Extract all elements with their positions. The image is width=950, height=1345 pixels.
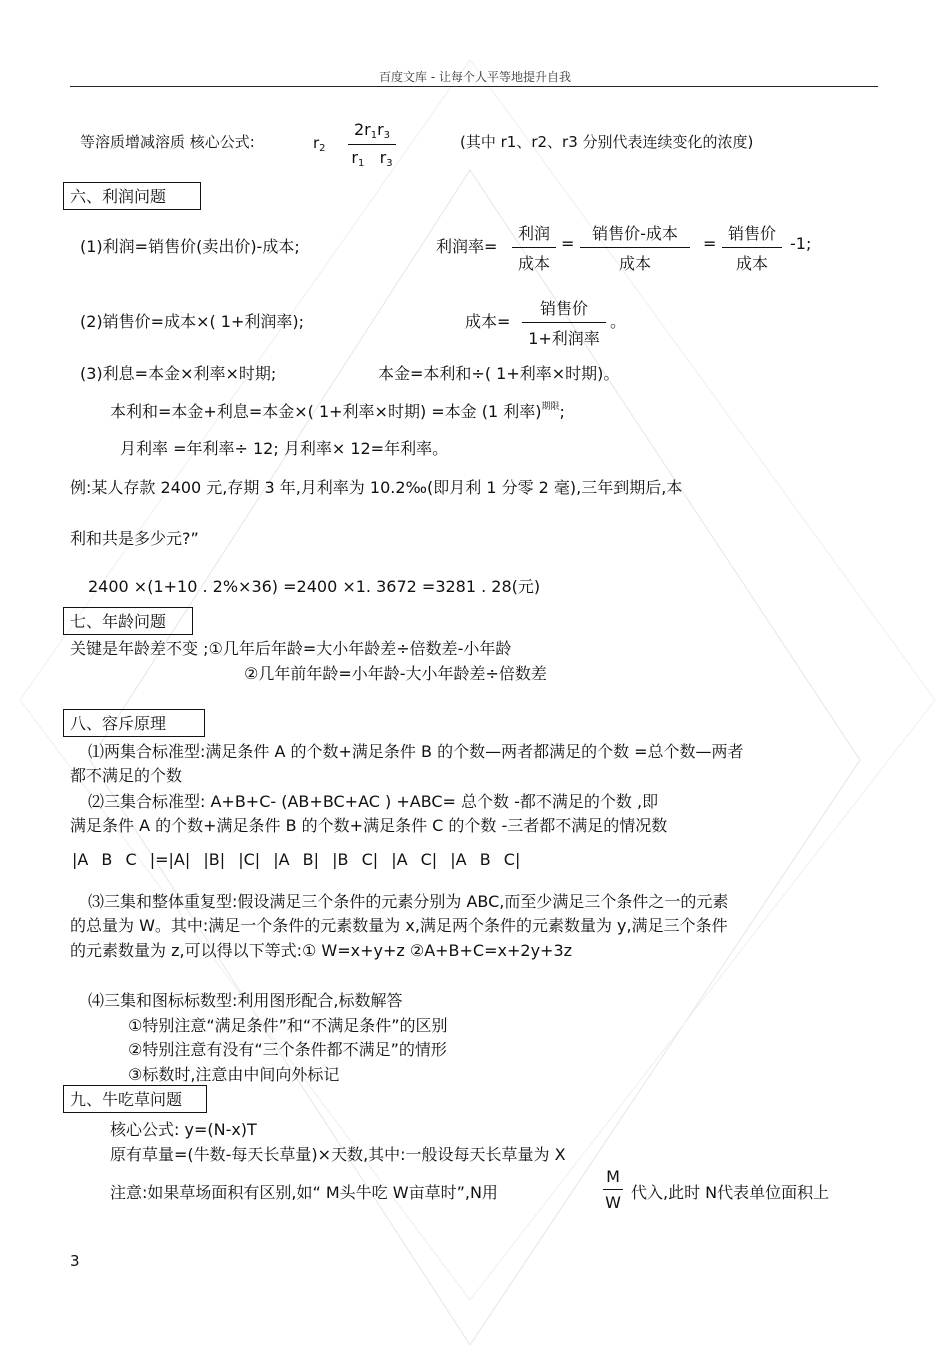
inclusion-line-1: ⑴两集合标准型:满足条件 A 的个数+满足条件 B 的个数—两者都满足的个数 =总个数—两者 — [88, 742, 744, 761]
concentration-note: (其中 r1、r2、r3 分别代表连续变化的浓度) — [460, 133, 754, 151]
example-line-2: 利和共是多少元?” — [70, 529, 199, 548]
formula-r2: $r_2$ — [313, 134, 326, 154]
fraction-bar — [603, 1189, 623, 1190]
profit-line-2: (2)销售价=成本×( 1+利润率); — [80, 312, 305, 331]
section-6-title: 六、利润问题 — [63, 182, 201, 210]
interest-line-1a: (3)利息=本金×利率×时期; — [80, 364, 277, 383]
inclusion-line-2: 都不满足的个数 — [70, 766, 183, 785]
section-9-title: 九、牛吃草问题 — [63, 1085, 207, 1113]
interest-line-1b: 本金=本利和÷( 1+利率×时期)。 — [378, 364, 620, 383]
age-line-1: 关键是年龄差不变 ;①几年后年龄=大小年龄差÷倍数差-小年龄 — [70, 639, 512, 658]
fraction-bar — [580, 247, 690, 248]
fraction-bar — [512, 247, 556, 248]
fraction-numerator: 销售价-成本 — [592, 224, 678, 243]
grass-line-3a: 注意:如果草场面积有区别,如“ M头牛吃 W亩草时”,N用 — [110, 1183, 498, 1202]
equals-sign: = — [561, 234, 575, 253]
concentration-label: 等溶质增减溶质 核心公式: — [80, 133, 255, 151]
grass-line-1: 核心公式: y=(N-x)T — [110, 1120, 257, 1139]
inclusion-line-5: ⑶三集和整体重复型:假设满足三个条件的元素分别为 ABC,而至少满足三个条件之一的元素 — [88, 892, 729, 911]
grass-line-3b: 代入,此时 N代表单位面积上 — [631, 1183, 830, 1202]
profit-rate-fraction-3 — [722, 221, 782, 274]
interest-line-3: 月利率 =年利率÷ 12; 月利率× 12=年利率。 — [120, 439, 449, 458]
period-mark: 。 — [610, 312, 627, 331]
fraction-bar — [722, 247, 782, 248]
inclusion-line-6: 的总量为 W。其中:满足一个条件的元素数量为 x,满足两个条件的元素数量为 y,满足三个条件 — [70, 916, 728, 935]
fraction-denominator: W — [605, 1193, 621, 1212]
interest-line-2: 本利和=本金+利息=本金×( 1+利率×时期) =本金 (1 利率)$^{期限}$; — [110, 402, 565, 421]
inclusion-note-1: ①特别注意“满足条件”和“不满足条件”的区别 — [128, 1016, 448, 1035]
cost-fraction — [522, 296, 606, 349]
example-calculation: 2400 ×(1+10 . 2%×36) =2400 ×1. 3672 =3281 . 28(元) — [88, 577, 541, 596]
profit-line-1: (1)利润=销售价(卖出价)-成本; — [80, 237, 300, 256]
cost-label: 成本= — [465, 312, 511, 331]
inclusion-note-2: ②特别注意有没有“三个条件都不满足”的情形 — [128, 1040, 447, 1059]
fraction-denominator: 成本 — [517, 254, 550, 273]
header-rule — [70, 86, 878, 87]
inclusion-formula: |A B C |=|A| |B| |C| |A B| |B C| |A C| |A B C| — [72, 850, 521, 869]
fraction-denominator: 1+利润率 — [528, 329, 600, 348]
example-line-1: 例:某人存款 2400 元,存期 3 年,月利率为 10.2‰(即月利 1 分零 2 毫),三年到期后,本 — [70, 478, 683, 497]
age-line-2: ②几年前年龄=小年龄-大小年龄差÷倍数差 — [244, 664, 547, 683]
fraction-numerator: 销售价 — [727, 224, 776, 243]
section-7-title: 七、年龄问题 — [63, 607, 193, 635]
inclusion-line-3: ⑵三集合标准型: A+B+C- (AB+BC+AC ) +ABC= 总个数 -都不满足的个数 ,即 — [88, 792, 659, 811]
fraction-numerator: 利润 — [517, 224, 550, 243]
profit-rate-label: 利润率= — [436, 237, 498, 256]
profit-rate-fraction-1 — [512, 221, 556, 274]
grass-fraction — [603, 1167, 623, 1212]
concentration-fraction — [348, 120, 396, 169]
fraction-numerator: 销售价 — [539, 299, 588, 318]
section-8-title: 八、容斥原理 — [63, 709, 205, 737]
fraction-denominator: $r_1$ $r_3$ — [351, 148, 393, 169]
minus-one: -1; — [790, 234, 812, 253]
fraction-bar — [348, 144, 396, 145]
inclusion-note-3: ③标数时,注意由中间向外标记 — [128, 1065, 340, 1084]
page-number: 3 — [70, 1252, 80, 1270]
inclusion-line-7: 的元素数量为 z,可以得以下等式:① W=x+y+z ②A+B+C=x+2y+3z — [70, 941, 573, 960]
fraction-numerator: $2r_1r_3$ — [353, 120, 391, 141]
fraction-bar — [522, 322, 606, 323]
fraction-numerator: M — [606, 1167, 620, 1186]
grass-line-2: 原有草量=(牛数-每天长草量)×天数,其中:一般设每天长草量为 X — [110, 1145, 566, 1164]
equals-sign: = — [703, 234, 717, 253]
page-header: 百度文库 - 让每个人平等地提升自我 — [379, 70, 571, 84]
profit-rate-fraction-2 — [580, 221, 690, 274]
inclusion-line-4: 满足条件 A 的个数+满足条件 B 的个数+满足条件 C 的个数 -三者都不满足的情况数 — [70, 816, 668, 835]
fraction-denominator: 成本 — [618, 254, 651, 273]
fraction-denominator: 成本 — [735, 254, 768, 273]
inclusion-line-8: ⑷三集和图标标数型:利用图形配合,标数解答 — [88, 991, 403, 1010]
